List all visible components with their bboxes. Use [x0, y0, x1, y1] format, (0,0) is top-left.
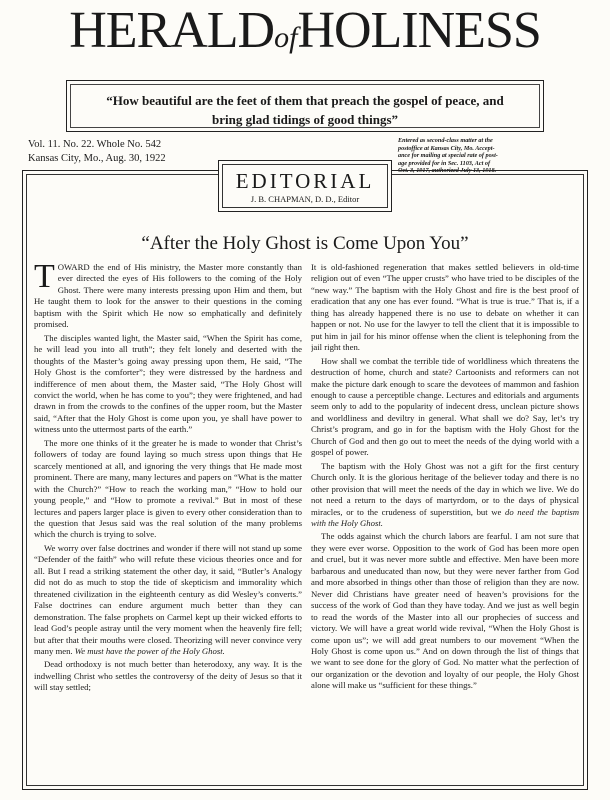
emphasis-text: We must have the power of the Holy Ghost. [74, 645, 225, 656]
postal-notice-line-3: ance for mailing at special rate of post- [398, 152, 498, 160]
masthead-of: of [274, 21, 298, 54]
editor-name: J. B. CHAPMAN, D. D., Editor [250, 194, 360, 204]
masthead-holiness: HOLINESS [297, 2, 541, 59]
paragraph-text: OWARD the end of His ministry, the Master more constantly than ever directed the eyes of His followers to the coming of the Holy Ghost. There were many interests pressing upon Him and them, but He taught them to look for the answer to their questions in the coming baptism with the Spirit which He now so emphatically and definitely promised. [34, 262, 302, 330]
paragraph [311, 461, 579, 530]
postal-notice-line-2: postoffice at Kansas City, Mo. Accept- [398, 144, 495, 152]
masthead-herald: HERALD [69, 2, 275, 59]
postal-notice-line-1: Entered as second-class matter at the [398, 137, 493, 144]
masthead [0, 2, 610, 67]
paragraph: The more one thinks of it the greater he is made to wonder that Christ’s followers of today are found laying so much stress upon things that He scarcely mentioned at all, and ignoring the very things that He made most prominent. There are many, many lectures and papers on “What is the matter with the Church?” “How to reach the working man,” “How to hold our young people,” and “How to promote a revival.” But in most of these lectures and papers larger place is given to every other consideration than to the question that Jesus said was the real solution of the many problems which the church is trying to solve. [34, 437, 302, 540]
paragraph: Dead orthodoxy is not much better than heterodoxy, any way. It is the indwelling Christ who settles the controversy of the deity of Jesus so that it will stay settled; [34, 659, 302, 693]
postal-notice-line-4: age provided for in Sec. 1103, Act of [398, 159, 491, 167]
editorial-title: EDITORIAL [235, 169, 375, 193]
editorial-box [218, 160, 392, 212]
issue-info [28, 138, 166, 166]
issue-volume: Vol. 11. No. 22. Whole No. 542 [28, 139, 162, 150]
paragraph-text: We worry over false doctrines and wonder if there will not stand up some “Defender of the faith” who will refute these vicious theories once and for all. But I read a striking statement the other day, it said, “Butler’s Analogy did not do as much to stop the tide of skepticism and immorality which threatened civilization in the eighteenth century as did Wesley’s converts.” False doctrines can endure argument much better than they can demonstration. The false prophets on Carmel kept up their wicked efforts to lead God’s people astray until the very moment when the heavenly fire fell; but after that their mouths were closed. Theorizing will never convince very many men. [34, 542, 302, 656]
paragraph [34, 543, 302, 658]
paragraph [34, 262, 302, 331]
motto-box [66, 80, 544, 132]
motto-line-1: “How beautiful are the feet of them that preach the gospel of peace, and [106, 93, 504, 108]
paragraph: The disciples wanted light, the Master said, “When the Spirit has come, he will lead you into all truth”; they felt lonely and deserted with the thoughts of the Master’s going away pressing upon them, He said, “The Holy Ghost is the comforter”; they were distressed by the hardness and indifference of men about them, the Master said, “The Holy Ghost will convict the world, when he has come to you”; they were frightened, and had drawn in from the crowds to the confines of the upper room, but the Master said, “After that the Holy Ghost is come upon you, ye shall have power to witness unto the uttermost parts of the earth.” [34, 332, 302, 435]
drop-cap: T [34, 262, 55, 295]
postal-notice-line-5: Oct. 3, 1917, authorized July 13, 1918. [398, 167, 497, 175]
article-headline: “After the Holy Ghost is Come Upon You” [141, 233, 469, 254]
paragraph: How shall we combat the terrible tide of worldliness which threatens the destruction of home, church and state? Cartoonists and reformers can not make the picture dark enough to scare the devotees of mammon and fashion enough to cause a perceptible change. Lectures and editorials and arguments seem only to add to the popularity of indecent dress, unclean picture shows and worldliness and deviltry in general. What shall we do? Say, let’s try Christ’s program, and go in for the baptism with the Holy Ghost for the Church of God and then go out to meet the needs of the dying world with a gospel of power. [311, 355, 579, 458]
paragraph: The odds against which the church labors are fearful. I am not sure that they were ever worse. Opposition to the work of God has been more open and cruel, but it was never more subtle and effective. Men have been more barbarous and uneducated than now, but they were never farther from God and more absorbed in things other than those of religion than they are now. Never did Christians have greater need of heaven’s provisions for the success of the work of God than they have today. And we just as well begin to read the words of the Master into all our prophecies of success and victory. We will have a great world wide revival, “When the Holy Ghost is come upon us”; we will add great numbers to our movement “When the Holy Ghost is come upon us.” And on down through the list of things that we want to see done for the glory of God. No matter what the perfection of our organization or the devotion and loyalty of our people, the Holy Ghost alone will make us “sufficient for these things.” [311, 531, 579, 691]
emphasis-text: do need the baptism with the Holy Ghost. [311, 506, 579, 528]
right-column [311, 262, 579, 780]
paragraph-text: The baptism with the Holy Ghost was not a gift for the first century Church only. It is the glorious heritage of the believer today and there is no other provision that will meet the needs of the day in which we live. We do not need a return to the days of martyrdom, or to the days of physical miracles, or to the crudeness of superstition, but we [311, 460, 579, 517]
paragraph: It is old-fashioned regeneration that makes settled believers in old-time religion out of even “The upper crusts” who have tried to be disciples of the “new way.” The baptism with the Holy Ghost and fire is the best proof of eradication that any one has ever found. “What is true is true.” That is, if a thing has already happened there is no use to debate on whether it can happen or not. No use for the lawyer to tell the client that it is impossible to put him in jail for his minor offense when the client is telephoning from the jail right then. [311, 262, 579, 353]
motto [77, 91, 533, 129]
issue-date: Kansas City, Mo., Aug. 30, 1922 [28, 153, 166, 164]
left-column [34, 262, 302, 780]
motto-line-2: bring glad tidings of good things” [211, 112, 399, 127]
